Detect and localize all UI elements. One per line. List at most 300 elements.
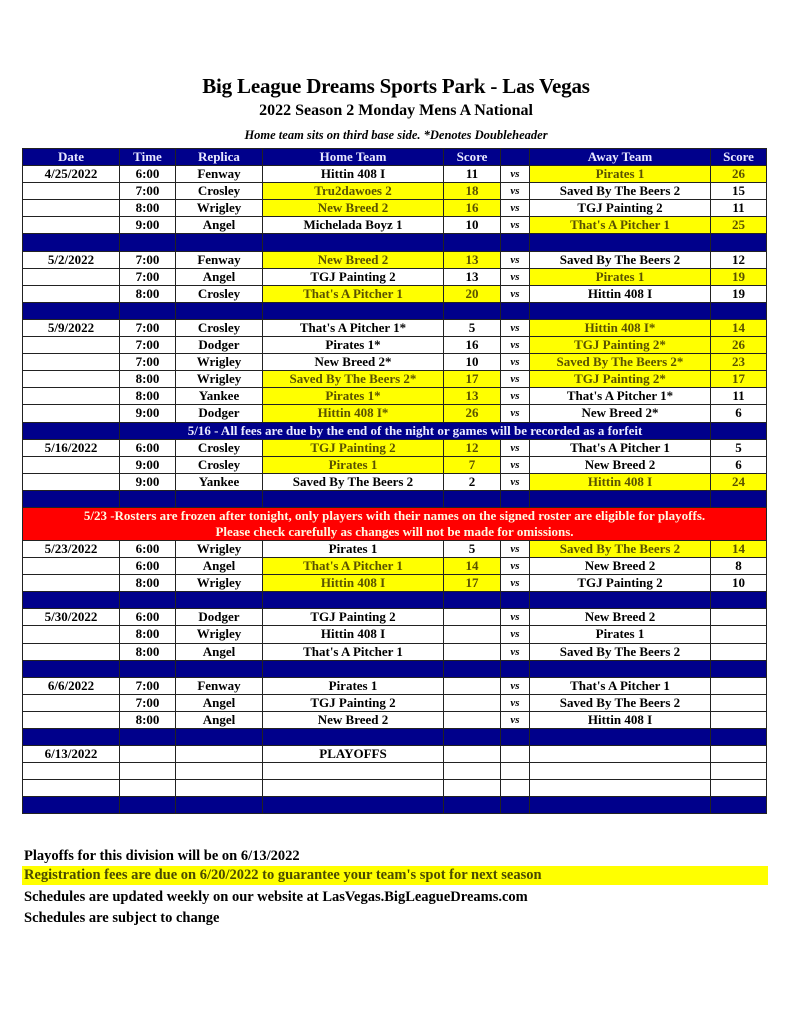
home-team: That's A Pitcher 1 — [263, 558, 444, 575]
column-header-home-team: Home Team — [263, 149, 444, 166]
home-score: 16 — [444, 200, 501, 217]
game-time: 9:00 — [120, 473, 176, 490]
game-time: 8:00 — [120, 575, 176, 592]
empty-cell — [530, 746, 711, 763]
away-score: 5 — [711, 439, 767, 456]
separator-cell — [23, 234, 120, 251]
away-score: 6 — [711, 456, 767, 473]
home-score — [444, 711, 501, 728]
vs-label: vs — [501, 558, 530, 575]
separator-cell — [444, 660, 501, 677]
vs-label: vs — [501, 285, 530, 302]
vs-label: vs — [501, 268, 530, 285]
empty-cell — [263, 763, 444, 780]
game-row — [23, 217, 767, 234]
home-score: 13 — [444, 251, 501, 268]
game-time: 7:00 — [120, 337, 176, 354]
empty-cell — [120, 763, 176, 780]
game-time: 8:00 — [120, 388, 176, 405]
separator-row — [23, 302, 767, 319]
vs-label: vs — [501, 456, 530, 473]
empty-cell — [120, 780, 176, 797]
home-team: That's A Pitcher 1 — [263, 285, 444, 302]
game-date — [23, 473, 120, 490]
home-score — [444, 643, 501, 660]
away-team: Pirates 1 — [530, 268, 711, 285]
empty-cell — [711, 780, 767, 797]
away-score: 15 — [711, 183, 767, 200]
home-score: 5 — [444, 540, 501, 557]
game-row — [23, 285, 767, 302]
separator-cell — [530, 490, 711, 507]
game-date — [23, 371, 120, 388]
away-score: 8 — [711, 558, 767, 575]
away-score — [711, 609, 767, 626]
separator-cell — [263, 797, 444, 814]
separator-cell — [23, 797, 120, 814]
separator-cell — [176, 234, 263, 251]
home-team: New Breed 2 — [263, 711, 444, 728]
separator-row — [23, 234, 767, 251]
vs-label: vs — [501, 371, 530, 388]
vs-label: vs — [501, 575, 530, 592]
game-row — [23, 319, 767, 336]
game-field: Angel — [176, 643, 263, 660]
separator-cell — [263, 592, 444, 609]
away-team: That's A Pitcher 1 — [530, 217, 711, 234]
away-score: 11 — [711, 200, 767, 217]
game-row — [23, 354, 767, 371]
away-team: Hittin 408 I — [530, 473, 711, 490]
home-team: Saved By The Beers 2 — [263, 473, 444, 490]
separator-cell — [711, 797, 767, 814]
game-time: 9:00 — [120, 456, 176, 473]
separator-cell — [501, 729, 530, 746]
away-team: That's A Pitcher 1 — [530, 439, 711, 456]
game-field: Angel — [176, 268, 263, 285]
game-time: 7:00 — [120, 183, 176, 200]
home-team: Pirates 1* — [263, 388, 444, 405]
away-score: 26 — [711, 166, 767, 183]
game-field: Dodger — [176, 609, 263, 626]
game-date: 4/25/2022 — [23, 166, 120, 183]
playoffs-date: 6/13/2022 — [23, 746, 120, 763]
away-score: 10 — [711, 575, 767, 592]
away-team: Hittin 408 I — [530, 285, 711, 302]
separator-cell — [530, 302, 711, 319]
table-header-row — [23, 149, 767, 166]
separator-cell — [530, 592, 711, 609]
separator-cell — [176, 490, 263, 507]
vs-label: vs — [501, 166, 530, 183]
away-team: Saved By The Beers 2 — [530, 643, 711, 660]
home-score: 17 — [444, 371, 501, 388]
playoffs-label: PLAYOFFS — [263, 746, 444, 763]
home-team: That's A Pitcher 1* — [263, 319, 444, 336]
separator-cell — [711, 234, 767, 251]
away-team: That's A Pitcher 1 — [530, 677, 711, 694]
empty-cell — [263, 780, 444, 797]
vs-label: vs — [501, 337, 530, 354]
home-team: TGJ Painting 2 — [263, 694, 444, 711]
separator-cell — [711, 660, 767, 677]
footer-registration-note: Registration fees are due on 6/20/2022 to guarantee your team's spot for next season — [22, 866, 768, 885]
empty-cell — [530, 780, 711, 797]
game-date — [23, 456, 120, 473]
home-score — [444, 694, 501, 711]
home-score: 13 — [444, 388, 501, 405]
separator-cell — [530, 234, 711, 251]
home-team: TGJ Painting 2 — [263, 268, 444, 285]
home-score: 2 — [444, 473, 501, 490]
game-field: Angel — [176, 558, 263, 575]
game-date — [23, 643, 120, 660]
empty-cell — [711, 763, 767, 780]
home-score: 17 — [444, 575, 501, 592]
separator-cell — [263, 729, 444, 746]
game-date: 6/6/2022 — [23, 677, 120, 694]
game-row — [23, 371, 767, 388]
empty-cell — [444, 746, 501, 763]
home-team: TGJ Painting 2 — [263, 609, 444, 626]
game-field: Wrigley — [176, 354, 263, 371]
home-team: Saved By The Beers 2* — [263, 371, 444, 388]
notice-blank-cell — [711, 422, 767, 439]
game-date — [23, 711, 120, 728]
game-time: 7:00 — [120, 694, 176, 711]
away-team: TGJ Painting 2 — [530, 200, 711, 217]
separator-cell — [444, 729, 501, 746]
game-time: 6:00 — [120, 540, 176, 557]
game-date — [23, 626, 120, 643]
home-score: 5 — [444, 319, 501, 336]
separator-cell — [501, 302, 530, 319]
game-field: Yankee — [176, 473, 263, 490]
game-field: Wrigley — [176, 540, 263, 557]
column-header-time: Time — [120, 149, 176, 166]
home-team: New Breed 2* — [263, 354, 444, 371]
game-time: 8:00 — [120, 285, 176, 302]
game-date — [23, 183, 120, 200]
game-date: 5/23/2022 — [23, 540, 120, 557]
game-field: Dodger — [176, 405, 263, 422]
separator-cell — [444, 592, 501, 609]
game-row — [23, 439, 767, 456]
separator-cell — [176, 592, 263, 609]
home-score: 10 — [444, 217, 501, 234]
separator-cell — [176, 660, 263, 677]
away-team: TGJ Painting 2 — [530, 575, 711, 592]
home-team: Michelada Boyz 1 — [263, 217, 444, 234]
game-field: Fenway — [176, 677, 263, 694]
vs-label: vs — [501, 626, 530, 643]
vs-label: vs — [501, 694, 530, 711]
empty-cell — [501, 780, 530, 797]
separator-cell — [120, 729, 176, 746]
away-score: 12 — [711, 251, 767, 268]
vs-label: vs — [501, 354, 530, 371]
away-score: 25 — [711, 217, 767, 234]
away-score: 24 — [711, 473, 767, 490]
game-date — [23, 337, 120, 354]
home-score — [444, 626, 501, 643]
home-team: TGJ Painting 2 — [263, 439, 444, 456]
game-time: 8:00 — [120, 371, 176, 388]
game-date: 5/30/2022 — [23, 609, 120, 626]
game-row — [23, 473, 767, 490]
home-score: 13 — [444, 268, 501, 285]
separator-cell — [23, 592, 120, 609]
separator-cell — [176, 302, 263, 319]
separator-cell — [444, 797, 501, 814]
game-time: 8:00 — [120, 643, 176, 660]
empty-cell — [176, 746, 263, 763]
game-row — [23, 337, 767, 354]
away-score: 17 — [711, 371, 767, 388]
vs-label: vs — [501, 200, 530, 217]
away-team: TGJ Painting 2* — [530, 371, 711, 388]
game-row — [23, 405, 767, 422]
away-team: New Breed 2* — [530, 405, 711, 422]
separator-cell — [23, 729, 120, 746]
schedule-table — [22, 148, 767, 814]
home-score: 26 — [444, 405, 501, 422]
game-field: Dodger — [176, 337, 263, 354]
separator-row — [23, 490, 767, 507]
away-score: 14 — [711, 540, 767, 557]
game-date — [23, 388, 120, 405]
separator-row — [23, 660, 767, 677]
game-row — [23, 540, 767, 557]
game-time: 7:00 — [120, 268, 176, 285]
vs-label: vs — [501, 319, 530, 336]
empty-cell — [530, 763, 711, 780]
empty-cell — [120, 746, 176, 763]
game-row — [23, 200, 767, 217]
empty-cell — [501, 746, 530, 763]
empty-cell — [23, 763, 120, 780]
home-score — [444, 677, 501, 694]
away-team: New Breed 2 — [530, 558, 711, 575]
game-field: Crosley — [176, 285, 263, 302]
game-row — [23, 183, 767, 200]
away-score — [711, 677, 767, 694]
column-header-replica: Replica — [176, 149, 263, 166]
game-date — [23, 268, 120, 285]
game-time: 8:00 — [120, 711, 176, 728]
game-field: Wrigley — [176, 200, 263, 217]
separator-cell — [444, 234, 501, 251]
column-header-home-score: Score — [444, 149, 501, 166]
home-team: Hittin 408 I — [263, 575, 444, 592]
game-time: 6:00 — [120, 558, 176, 575]
away-team: Pirates 1 — [530, 626, 711, 643]
home-score — [444, 609, 501, 626]
roster-notice-row — [23, 507, 767, 540]
page-subtitle: 2022 Season 2 Monday Mens A National — [259, 102, 533, 119]
home-team: Tru2dawoes 2 — [263, 183, 444, 200]
game-time: 7:00 — [120, 251, 176, 268]
roster-notice — [23, 507, 767, 540]
home-score: 12 — [444, 439, 501, 456]
vs-label: vs — [501, 677, 530, 694]
away-score — [711, 711, 767, 728]
game-date — [23, 405, 120, 422]
home-score: 20 — [444, 285, 501, 302]
game-row — [23, 643, 767, 660]
empty-row — [23, 763, 767, 780]
separator-row — [23, 729, 767, 746]
empty-cell — [444, 780, 501, 797]
playoffs-row — [23, 746, 767, 763]
separator-cell — [501, 592, 530, 609]
game-field: Angel — [176, 694, 263, 711]
away-team: Saved By The Beers 2* — [530, 354, 711, 371]
separator-row — [23, 592, 767, 609]
schedule-note: Home team sits on third base side. *Denotes Doubleheader — [244, 128, 548, 142]
home-score: 18 — [444, 183, 501, 200]
empty-cell — [501, 763, 530, 780]
game-date: 5/9/2022 — [23, 319, 120, 336]
footer-website-note: Schedules are updated weekly on our website at LasVegas.BigLeagueDreams.com — [24, 889, 528, 905]
vs-label: vs — [501, 439, 530, 456]
away-score: 23 — [711, 354, 767, 371]
game-row — [23, 677, 767, 694]
separator-cell — [530, 729, 711, 746]
game-field: Crosley — [176, 456, 263, 473]
game-time: 7:00 — [120, 319, 176, 336]
away-score: 6 — [711, 405, 767, 422]
separator-cell — [530, 797, 711, 814]
game-row — [23, 694, 767, 711]
column-header-away-team: Away Team — [530, 149, 711, 166]
game-field: Wrigley — [176, 626, 263, 643]
notice-blank-cell — [23, 422, 120, 439]
away-team: Saved By The Beers 2 — [530, 183, 711, 200]
separator-cell — [711, 302, 767, 319]
roster-notice-line-2: Please check carefully as changes will not be made for omissions. — [215, 523, 574, 539]
home-score: 7 — [444, 456, 501, 473]
vs-label: vs — [501, 711, 530, 728]
game-field: Yankee — [176, 388, 263, 405]
game-row — [23, 575, 767, 592]
away-team: Hittin 408 I — [530, 711, 711, 728]
away-team: Hittin 408 I* — [530, 319, 711, 336]
game-date — [23, 354, 120, 371]
home-team: Hittin 408 I* — [263, 405, 444, 422]
away-score — [711, 694, 767, 711]
game-time: 9:00 — [120, 405, 176, 422]
game-time: 6:00 — [120, 166, 176, 183]
game-time: 6:00 — [120, 439, 176, 456]
game-time: 9:00 — [120, 217, 176, 234]
vs-label: vs — [501, 388, 530, 405]
empty-cell — [176, 780, 263, 797]
column-header-vs — [501, 149, 530, 166]
game-time: 7:00 — [120, 354, 176, 371]
footer-playoffs-note: Playoffs for this division will be on 6/13/2022 — [24, 848, 300, 864]
vs-label: vs — [501, 405, 530, 422]
game-row — [23, 166, 767, 183]
away-team: Saved By The Beers 2 — [530, 540, 711, 557]
fees-notice-row — [23, 422, 767, 439]
vs-label: vs — [501, 473, 530, 490]
game-date: 5/2/2022 — [23, 251, 120, 268]
separator-cell — [176, 797, 263, 814]
home-team: Pirates 1 — [263, 540, 444, 557]
game-date — [23, 285, 120, 302]
game-row — [23, 268, 767, 285]
separator-cell — [120, 592, 176, 609]
home-score: 11 — [444, 166, 501, 183]
separator-cell — [444, 302, 501, 319]
separator-cell — [711, 490, 767, 507]
home-score: 16 — [444, 337, 501, 354]
home-score: 10 — [444, 354, 501, 371]
game-row — [23, 609, 767, 626]
separator-cell — [23, 490, 120, 507]
column-header-date: Date — [23, 149, 120, 166]
separator-cell — [120, 660, 176, 677]
empty-row — [23, 780, 767, 797]
game-row — [23, 456, 767, 473]
away-score: 11 — [711, 388, 767, 405]
game-time: 6:00 — [120, 609, 176, 626]
empty-cell — [711, 746, 767, 763]
away-score: 19 — [711, 285, 767, 302]
game-field: Angel — [176, 217, 263, 234]
vs-label: vs — [501, 643, 530, 660]
separator-cell — [23, 660, 120, 677]
separator-cell — [501, 234, 530, 251]
separator-cell — [263, 490, 444, 507]
vs-label: vs — [501, 251, 530, 268]
home-team: Pirates 1 — [263, 456, 444, 473]
game-date — [23, 575, 120, 592]
away-team: That's A Pitcher 1* — [530, 388, 711, 405]
away-team: Pirates 1 — [530, 166, 711, 183]
home-team: Pirates 1 — [263, 677, 444, 694]
empty-cell — [176, 763, 263, 780]
separator-cell — [120, 797, 176, 814]
separator-cell — [176, 729, 263, 746]
home-score: 14 — [444, 558, 501, 575]
separator-cell — [23, 302, 120, 319]
game-date — [23, 200, 120, 217]
game-field: Wrigley — [176, 575, 263, 592]
roster-notice-line-1: 5/23 -Rosters are frozen after tonight, only players with their names on the signed roster are eligible for playoffs. — [83, 507, 706, 523]
home-team: Pirates 1* — [263, 337, 444, 354]
away-team: Saved By The Beers 2 — [530, 251, 711, 268]
game-row — [23, 251, 767, 268]
game-time: 7:00 — [120, 677, 176, 694]
separator-cell — [501, 660, 530, 677]
vs-label: vs — [501, 540, 530, 557]
away-team: New Breed 2 — [530, 456, 711, 473]
game-field: Wrigley — [176, 371, 263, 388]
game-date — [23, 217, 120, 234]
away-score: 14 — [711, 319, 767, 336]
away-team: TGJ Painting 2* — [530, 337, 711, 354]
vs-label: vs — [501, 217, 530, 234]
separator-cell — [263, 302, 444, 319]
home-team: Hittin 408 I — [263, 166, 444, 183]
game-field: Crosley — [176, 439, 263, 456]
away-score: 19 — [711, 268, 767, 285]
separator-cell — [711, 592, 767, 609]
game-row — [23, 626, 767, 643]
game-field: Angel — [176, 711, 263, 728]
